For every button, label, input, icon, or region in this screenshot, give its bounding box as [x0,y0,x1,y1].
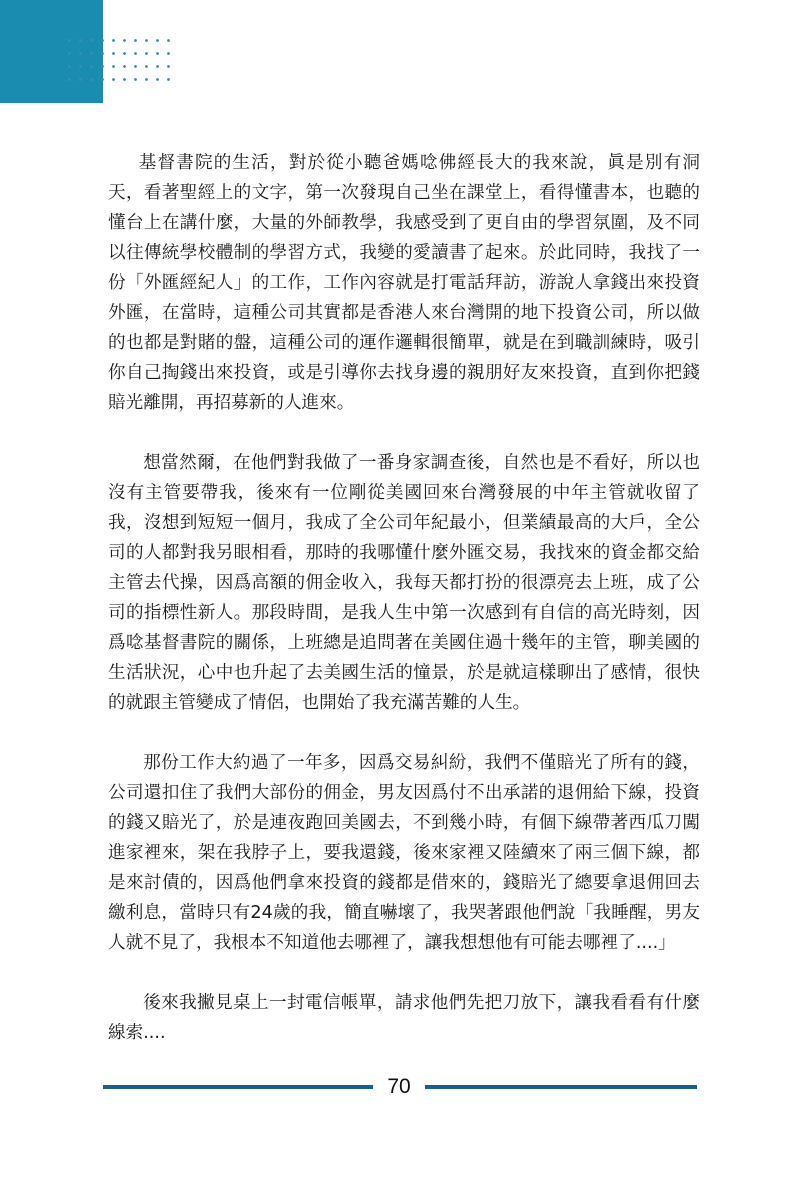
page-number: 70 [387,1075,411,1098]
paragraph-3: 那份工作大約過了一年多，因爲交易糾紛，我們不僅賠光了所有的錢，公司還扣住了我們大部份的佣金，男友因爲付不出承諾的退佣給下線，投資的錢又賠光了，於是連夜跑回美國去，不到幾小時，有個下線帶著西瓜刀闖進家裡來，架在我脖子上，要我還錢，後來家裡又陸續來了兩三個下線，都是來討債的，因爲他們拿來投資的錢都是借來的，錢賠光了總要拿退佣回去繳利息，當時只有24歲的我，簡直嚇壞了，我哭著跟他們說「我睡醒，男友人就不見了，我根本不知道他去哪裡了，讓我想想他有可能去哪裡了....」 [108,753,700,953]
body-text [108,148,700,1078]
paragraph-2: 想當然爾，在他們對我做了一番身家調查後，自然也是不看好，所以也沒有主管要帶我，後來有一位剛從美國回來台灣發展的中年主管就收留了我，沒想到短短一個月，我成了全公司年紀最小，但業績最高的大戶，全公司的人都對我另眼相看，那時的我哪懂什麼外匯交易，我找來的資金都交給主管去代操，因爲高額的佣金收入，我每天都打扮的很漂亮去上班，成了公司的指標性新人。那段時間，是我人生中第一次感到有自信的高光時刻，因爲唸基督書院的關係，上班總是追問著在美國住過十幾年的主管，聊美國的生活狀況，心中也升起了去美國生活的憧景，於是就這樣聊出了感情，很快的就跟主管變成了情侶，也開始了我充滿苦難的人生。 [108,453,700,713]
paragraph-1: 基督書院的生活，對於從小聽爸媽唸佛經長大的我來說，眞是別有洞天，看著聖經上的文字，第一次發現自己坐在課堂上，看得懂書本，也聽的懂台上在講什麼，大量的外師教學，我感受到了更自由的學習氛圍，及不同以往傳統學校體制的學習方式，我變的愛讀書了起來。於此同時，我找了一份「外匯經紀人」的工作，工作內容就是打電話拜訪，游說人拿錢出來投資外匯，在當時，這種公司其實都是香港人來台灣開的地下投資公司，所以做的也都是對賭的盤，這種公司的運作邏輯很簡單，就是在到職訓練時，吸引你自己掏錢出來投資，或是引導你去找身邊的親朋好友來投資，直到你把錢賠光離開，再招募新的人進來。 [108,153,700,413]
page-footer [103,1070,697,1104]
paragraph-4: 後來我撇見桌上一封電信帳單，請求他們先把刀放下，讓我看看有什麼線索.... [108,993,700,1043]
footer-rule-right [425,1085,697,1089]
footer-rule-left [103,1085,373,1089]
dot-pattern-decoration [64,34,176,90]
